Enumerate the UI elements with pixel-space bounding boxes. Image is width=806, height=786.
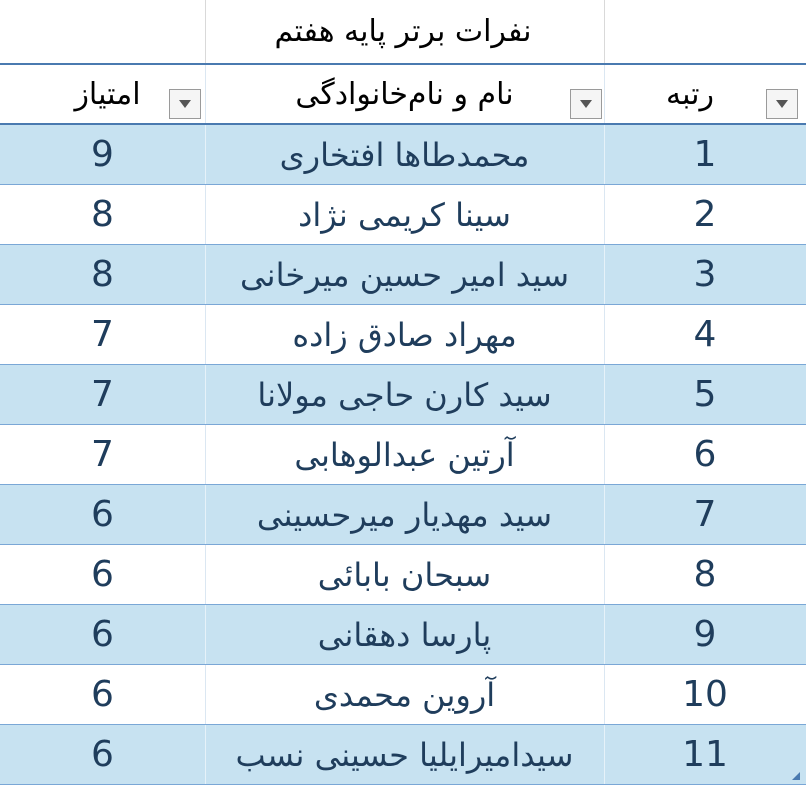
rank-cell[interactable]: 10 [682, 674, 728, 715]
name-cell[interactable]: سید کارن حاجی مولانا [257, 375, 552, 414]
chevron-down-icon [579, 99, 593, 109]
name-cell[interactable]: سینا کریمی نژاد [298, 195, 511, 234]
rank-cell[interactable]: 9 [693, 614, 717, 655]
data-table [0, 63, 806, 785]
header-rank-label: رتبه [666, 76, 714, 112]
name-cell[interactable]: آروین محمدی [313, 675, 496, 714]
table-row [0, 605, 806, 665]
score-cell[interactable]: 6 [91, 494, 114, 535]
rank-cell[interactable]: 1 [693, 134, 717, 175]
table-row [0, 125, 806, 185]
rank-cell[interactable]: 7 [693, 494, 717, 535]
rank-cell[interactable]: 2 [693, 194, 717, 235]
table-row [0, 725, 806, 785]
table-row [0, 545, 806, 605]
table-row [0, 665, 806, 725]
header-name-label: نام و نام‌خانوادگی [295, 76, 514, 112]
score-cell[interactable]: 6 [91, 554, 114, 595]
score-cell[interactable]: 9 [91, 134, 114, 175]
name-cell[interactable]: پارسا دهقانی [317, 615, 492, 654]
name-cell[interactable]: سبحان بابائی [317, 555, 492, 594]
table-row [0, 485, 806, 545]
rank-cell[interactable]: 3 [693, 254, 717, 295]
filter-name-button[interactable] [570, 89, 602, 119]
filter-rank-button[interactable] [766, 89, 798, 119]
score-cell[interactable]: 6 [91, 734, 114, 775]
score-cell[interactable]: 7 [91, 314, 114, 355]
name-cell[interactable]: سیدامیرایلیا حسینی نسب [235, 735, 574, 774]
table-title[interactable]: نفرات برتر پایه هفتم [274, 13, 532, 49]
chevron-down-icon [775, 99, 789, 109]
filter-score-button[interactable] [169, 89, 201, 119]
name-cell[interactable]: محمدطاها افتخاری [279, 135, 530, 174]
table-row [0, 245, 806, 305]
name-cell[interactable]: سید مهدیار میرحسینی [256, 495, 553, 534]
name-cell[interactable]: آرتین عبدالوهابی [294, 435, 515, 474]
name-cell[interactable]: مهراد صادق زاده [292, 315, 517, 354]
header-name[interactable] [205, 65, 604, 123]
name-cell[interactable]: سید امیر حسین میرخانی [239, 255, 570, 294]
rank-cell[interactable]: 8 [693, 554, 717, 595]
score-cell[interactable]: 8 [91, 254, 114, 295]
rank-cell[interactable]: 5 [693, 374, 717, 415]
rank-cell[interactable]: 4 [693, 314, 717, 355]
rank-cell[interactable]: 6 [693, 434, 717, 475]
table-row [0, 365, 806, 425]
table-row [0, 305, 806, 365]
table-row [0, 185, 806, 245]
header-score-label: امتیاز [74, 76, 141, 112]
header-row [0, 65, 806, 125]
score-cell[interactable]: 6 [91, 674, 114, 715]
rank-cell[interactable]: 11 [682, 734, 728, 775]
score-cell[interactable]: 8 [91, 194, 114, 235]
score-cell[interactable]: 6 [91, 614, 114, 655]
score-cell[interactable]: 7 [91, 434, 114, 475]
table-row [0, 425, 806, 485]
score-cell[interactable]: 7 [91, 374, 114, 415]
chevron-down-icon [178, 99, 192, 109]
